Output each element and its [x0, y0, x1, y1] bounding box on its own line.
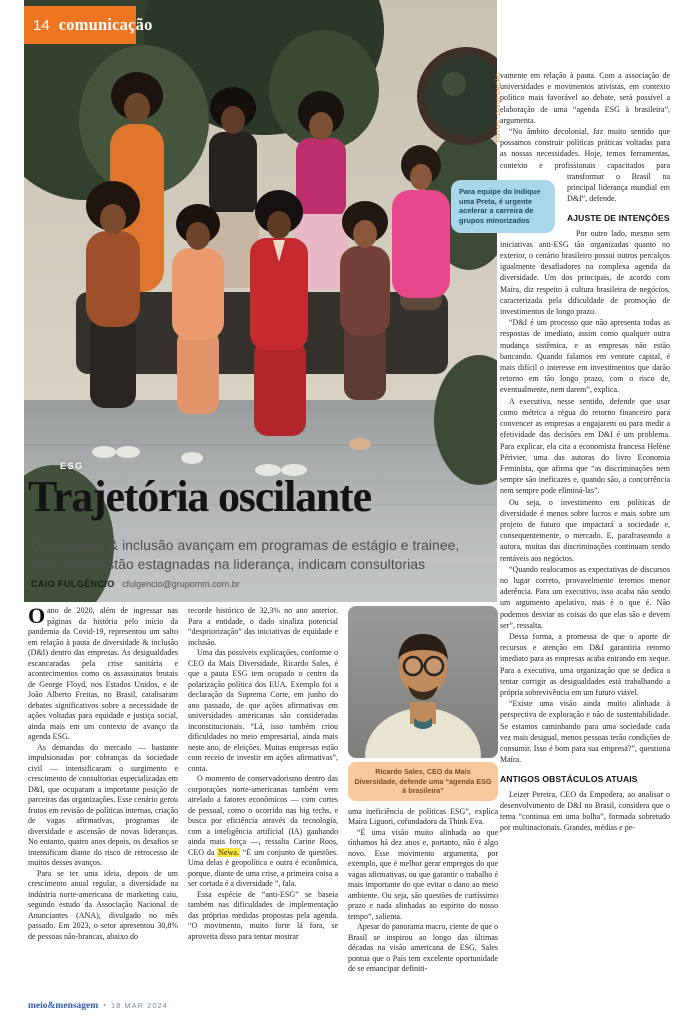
article-paragraph: uma ineficiência de políticas ESG”, explica Maíra Liguori, cofundadora da Think Eva.	[348, 806, 498, 826]
column-3	[348, 606, 498, 975]
footer-separator: •	[103, 1001, 106, 1010]
paragraph-text: “No âmbito decolonial, faz muito sentido que possamos construir políticas práticas voltadas para as nossas necessidades. Hoje, temos ferramentas, contexto e profissionais capacitados para transformar o Brasil na principal liderança mundial em D&I”, defende.	[500, 127, 670, 204]
section-badge	[24, 6, 153, 44]
byline-author: CAIO FULGÊNCIO	[31, 579, 115, 589]
portrait-photo	[348, 606, 498, 758]
article-paragraph	[188, 774, 338, 890]
paragraph-text: O momento de conservadorismo dentro das corporações norte-americanas também vem atrelado a fatores econômicos — com cortes de pessoal, como o ocorrido nas big techs, e busca por eficiência através da tecnologia, com a inteligência artificial (IA) ganhando ainda mais força —, ressalta Carine Roos, CEO da	[188, 774, 338, 857]
glasses-right	[425, 657, 443, 675]
article-paragraph: Apesar do panorama macro, ciente de que o Brasil se inspirou ao longo das últimas décadas na visão americana de ESG, Sales pontua que o País tem excelente oportunidade de se emancipar definiti-	[348, 922, 498, 973]
publication-logo: meio&mensagem	[28, 1001, 99, 1011]
section-heading: ANTIGOS OBSTÁCULOS ATUAIS	[500, 774, 638, 785]
paragraph-text: “É um conjunto de questões. Uma delas é geopolítica e outra é econômica, porque, diante de uma crise, a primeira coisa a ser cortada é a diversidade ”, fala.	[188, 847, 338, 888]
issue-date: 18 MAR 2024	[111, 1001, 168, 1010]
drop-cap: O	[28, 603, 46, 628]
article-paragraph: “Quando realocamos as expectativas de discursos no lugar correto, provavelmente teremos menor aderência. Para um executivo, isso acaba não sendo um argumento apelativo, mas é o que é. Não podemos desviar as coisas do que elas são e devem ser”, ressalta.	[500, 564, 670, 630]
article-paragraph: “É uma visão muito alinhada ao que tínhamos há dez anos e, portanto, não é algo novo. Esse movimento argumenta, por exemplo, que é melhor gerar empregos do que vagas afirmativas, ou que garantir o trabalho é mais importante do que evitar o dano ao meio ambiente. Ou seja, são questões de curtíssimo prazo e nada alinhadas ao espírito do nosso tempo”, salienta.	[348, 827, 498, 921]
photo-credit: FOTOS: DIVULGAÇÃO	[496, 72, 502, 142]
section-heading: AJUSTE DE INTENÇÕES	[567, 213, 670, 224]
glasses-left	[404, 657, 422, 675]
headline: Trajetória oscilante	[28, 472, 371, 521]
portrait-illustration	[348, 606, 498, 758]
article-paragraph: A executiva, nesse sentido, defende que usar como métrica a régua do retorno financeiro para convencer as empresas a engajarem ou para medir a efetividade das decisões em D&I é um problema. Para explicar, ela cita a economista francesa Helène Périvier, uma das autoras do livro Economia Feminista, que afirma que “as discriminações nem sempre são ineficazes e, quando são, a concorrência nem sempre pode eliminá-las”.	[500, 396, 670, 496]
article-paragraph: Dessa forma, a promessa de que o aporte de recursos e atenção em D&I garantiria retorno imediato para as empresas acaba entrando em xeque. Para a executiva, uma organização que se dedica a tentar corrigir as desigualdades está trabalhando a própria sobrevivência em um futuro viável.	[500, 631, 670, 697]
column-2	[188, 606, 338, 975]
article-paragraph: “D&I é um processo que não apresenta todas as respostas de imediato, assim como qualquer outra mudança sistêmica, e as empresas não estão bancando. Quando falamos em venture capital, é mais difícil o interesse em investimentos que darão retorno em tão longo prazo, com o risco de, eventualmente, nem darem”, explica.	[500, 318, 670, 395]
article-paragraph: Uma das possíveis explicações, conforme o CEO da Mais Diversidade, Ricardo Sales, é que a pauta ESG tem ocupado o centro da polarização política dos EUA. Exemplo foi a declaração da Suprema Corte, em junho do ano passado, de que ações afirmativas em universidades americanas são consideradas inconstitucionais. “Lá, isso também criou dificuldades no meio empresarial, ainda mais neste ano, de eleições. Muitas empresas estão com receio de investir em ações afirmativas”, conta.	[188, 648, 338, 773]
article-paragraph: “Existe uma visão ainda muito alinhada à perspectiva de exploração e não de sustentabilidade. Se estamos caminhando para uma sociedade cada vez mais desigual, menos pessoas terão condições de consumir. Isso é bom para sua empresa?”, questiona Maíra.	[500, 699, 670, 765]
section-title: comunicação	[58, 15, 153, 34]
inset-photo-card	[348, 606, 498, 801]
article-paragraph: Para se ter uma ideia, depois de um crescimento anual regular, a diversidade na indústria norte-americana de marketing caiu, segundo estudo da Associação Nacional de Anunciantes (ANA), divulgado no mês passado. Em 2023, o setor apresentou 30,8% de pessoas não-brancas, abaixo do	[28, 868, 178, 941]
article-body	[28, 603, 498, 975]
photo-caption-bubble: Para equipe do Indique uma Preta, é urgente acelerar a carreira de grupos minorizados	[451, 180, 555, 233]
byline-email: cfulgencio@grupomm.com.br	[122, 579, 240, 589]
article-paragraph: Essa espécie de “anti-ESG” se baseia também nas dificuldades de implementação das próprias medidas propostas pela agenda. “O movimento, muito forte lá fora, se aproveita disso para tentar mostrar	[188, 889, 338, 941]
article-paragraph	[28, 603, 178, 743]
highlighted-text: Newa.	[218, 847, 239, 857]
article-paragraph: Leizer Pereira, CEO da Empodera, ao analisar o desenvolvimento de D&I no Brasil, considera que o tema “continua em uma bolha”, formada sobretudo por multinacionais. Grandes, médias e pe-	[500, 789, 670, 833]
article-paragraph: Por outro lado, mesmo sem iniciativas anti-ESG tão organizadas quanto no exterior, o cenário brasileiro possui outros percalços igualmente desafiadores na complexa agenda da diversidade. Um dos principais, de acordo com Maíra, diz respeito à cultura brasileira de negócios, caracterizada pela dificuldade de promoção de investimentos de longo prazo.	[500, 228, 670, 317]
paragraph-text: ano de 2020, além de ingressar nas páginas da história pelo início da pandemia da Covid-19, representou um salto em relação à pauta de diversidade & inclusão (D&I) dentro das empresas. As desigualdades escancaradas pela crise sanitária e acontecimentos como os assassinatos brutais de George Floyd, nos Estados Unidos, e de João Alberto Freitas, no Brasil, catalisaram debates significativos sobre a necessidade de ações voltadas para equidade e justiça social, ainda mais em um contexto de avanço da agenda ESG.	[28, 606, 178, 741]
page-footer	[28, 1001, 168, 1011]
portrait-caption: Ricardo Sales, CEO da Mais Diversidade, defende uma “agenda ESG à brasileira”	[348, 762, 498, 801]
article-paragraph: As demandas do mercado — bastante impulsionadas por cobranças da sociedade civil — intensificaram o surgimento e crescimento de consultorias especializadas em D&I, que ocuparam a importante posição de parceiras das organizações. Esse cenário gerou frutos em revisão de políticas internas, criação de vagas afirmativas, programas de diversidade e ascensão de novas lideranças. No entanto, quatro anos depois, os desafios se intensificam diante do risco de retrocesso de muitos desses avanços.	[28, 742, 178, 867]
byline	[31, 579, 240, 589]
page-number: 14	[33, 16, 50, 34]
subtitle: Diversidade & inclusão avançam em programas de estágio e trainee, mas ainda estão estagnadas na liderança, indicam consultorias	[31, 538, 460, 573]
article-paragraph: recorde histórico de 32,3% no ano anterior. Para a entidade, o dado sinaliza potencial “despriorização” das iniciativas de equidade e inclusão.	[188, 606, 338, 647]
column-1	[28, 603, 178, 975]
article-paragraph: vamente em relação à pauta. Com a associação de universidades e movimentos ativistas, em contexto político mais favorável ao debate, será possível a elaboração de uma “agenda ESG à brasileira”, argumenta.	[500, 71, 670, 125]
article-paragraph: Ou seja, o investimento em políticas de diversidade é menos sobre lucros e mais sobre um projeto de futuro que impactará a sociedade e, consequentemente, o mercado. E, parafraseando a autora, muitas das discriminações continuam sendo rentáveis aos negócios.	[500, 497, 670, 563]
article-tag: ESG	[60, 461, 84, 471]
